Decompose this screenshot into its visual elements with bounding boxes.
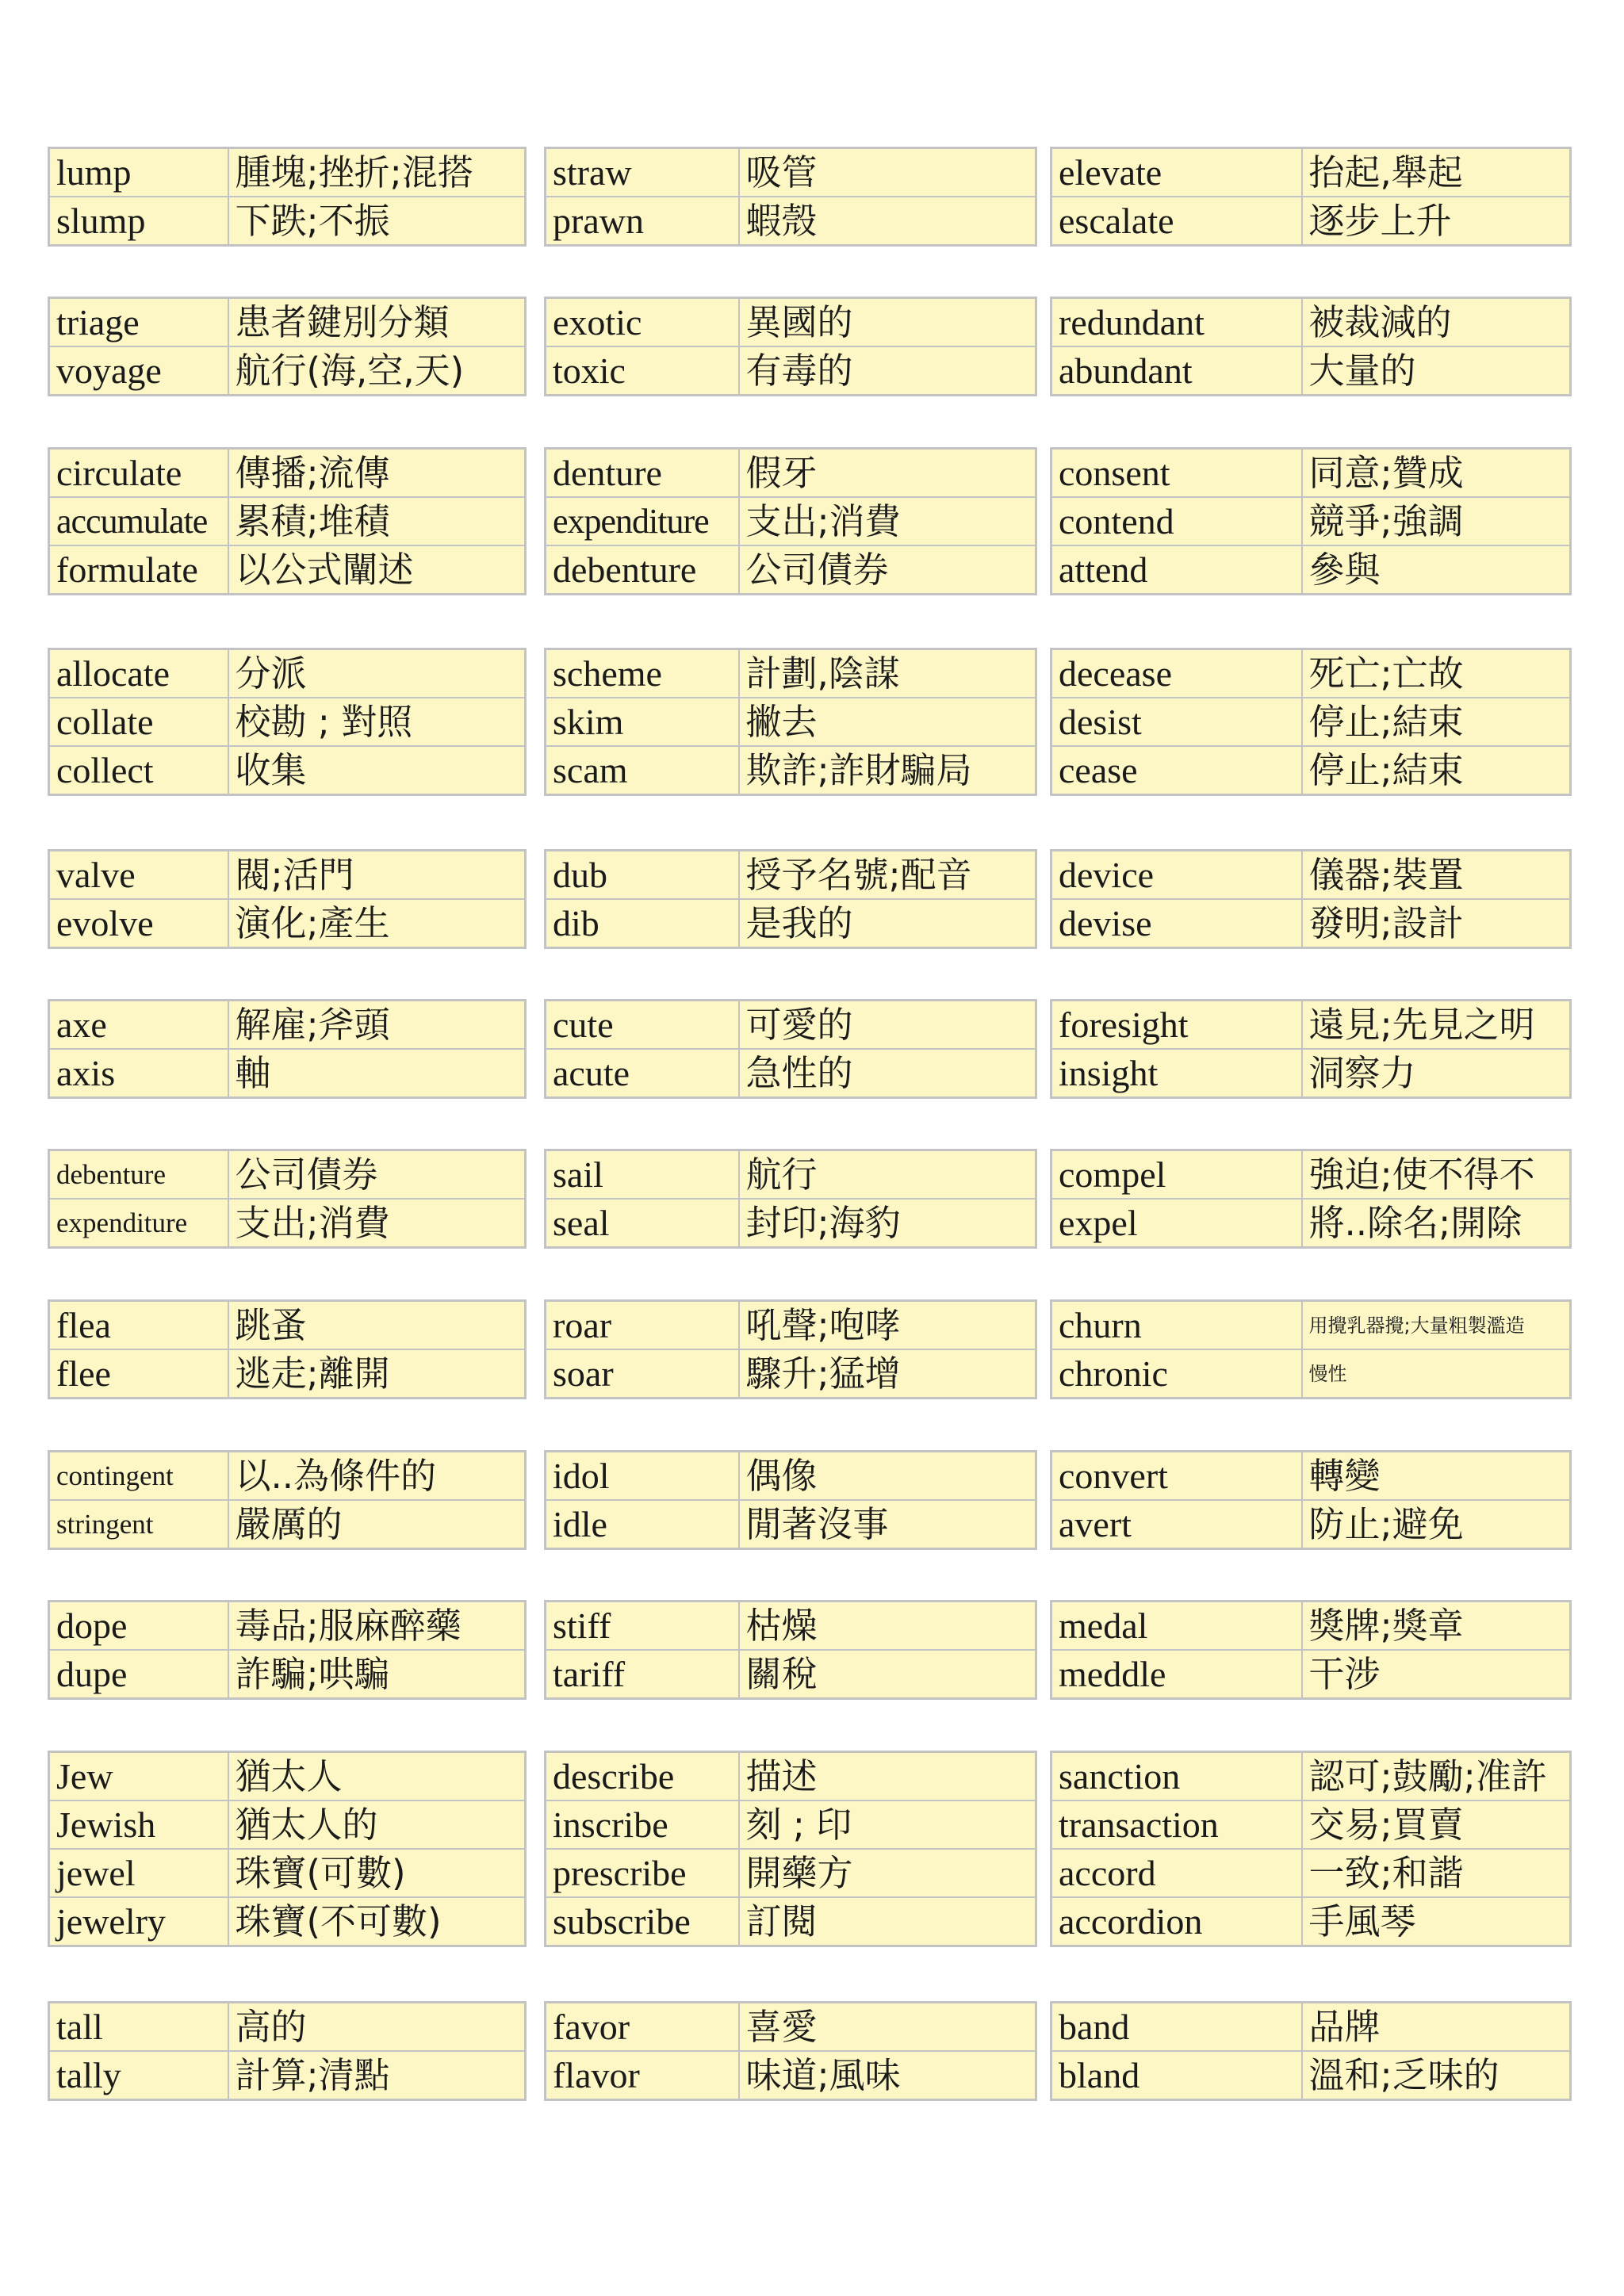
vocab-row [546,1897,1036,1946]
english-word: inscribe [546,1800,739,1849]
vocab-row [49,746,526,795]
english-word: acute [546,1049,739,1098]
chinese-meaning: 可愛的 [739,1001,1036,1050]
chinese-meaning: 強迫;使不得不 [1302,1150,1571,1200]
english-word: straw [546,148,739,197]
vocab-row [546,1001,1036,1050]
chinese-meaning: 高的 [228,2003,526,2052]
vocab-row [1051,1301,1571,1350]
chinese-meaning: 死亡;亡故 [1302,649,1571,698]
vocab-row [49,1001,526,1050]
vocab-row [49,1349,526,1399]
english-word: expenditure [546,497,739,545]
vocab-row [546,1150,1036,1200]
chinese-meaning: 航行 [739,1150,1036,1200]
english-word: meddle [1051,1650,1302,1699]
chinese-meaning: 大量的 [1302,346,1571,396]
vocab-row [1051,1199,1571,1248]
english-word: contend [1051,497,1302,545]
vocab-row [1051,497,1571,545]
chinese-meaning: 用攪乳器攪;大量粗製濫造 [1302,1301,1571,1350]
vocab-row [1051,851,1571,900]
chinese-meaning: 抬起,舉起 [1302,148,1571,197]
vocab-row [1051,1150,1571,1200]
chinese-meaning: 嚴厲的 [228,1500,526,1549]
english-word: tally [49,2051,228,2100]
vocab-table [1050,648,1572,796]
vocab-table [48,147,527,247]
english-word: favor [546,2003,739,2052]
vocab-row [49,1601,526,1651]
vocab-table [48,1450,527,1550]
chinese-meaning: 異國的 [739,298,1036,347]
english-word: valve [49,851,228,900]
chinese-meaning: 手風琴 [1302,1897,1571,1946]
chinese-meaning: 猶太人 [228,1752,526,1801]
vocab-row [546,851,1036,900]
vocab-row [546,698,1036,746]
vocab-row [49,346,526,396]
vocab-row [1051,1001,1571,1050]
chinese-meaning: 以公式闡述 [228,545,526,595]
chinese-meaning: 交易;買賣 [1302,1800,1571,1849]
english-word: axe [49,1001,228,1050]
english-word: medal [1051,1601,1302,1651]
vocab-table [544,147,1037,247]
chinese-meaning: 停止;結束 [1302,746,1571,795]
english-word: circulate [49,449,228,498]
vocab-row [49,1500,526,1549]
english-word: skim [546,698,739,746]
chinese-meaning: 關稅 [739,1650,1036,1699]
english-word: scam [546,746,739,795]
english-word: flavor [546,2051,739,2100]
vocab-table [544,849,1037,949]
vocab-row [49,1800,526,1849]
english-word: tariff [546,1650,739,1699]
vocab-table [48,1149,527,1249]
chinese-meaning: 支出;消費 [228,1199,526,1248]
chinese-meaning: 以..為條件的 [228,1452,526,1501]
vocab-row [49,1199,526,1248]
english-word: elevate [1051,148,1302,197]
chinese-meaning: 喜愛 [739,2003,1036,2052]
chinese-meaning: 有毒的 [739,346,1036,396]
english-word: allocate [49,649,228,698]
vocab-table [1050,1600,1572,1700]
english-word: formulate [49,545,228,595]
english-word: dub [546,851,739,900]
english-word: bland [1051,2051,1302,2100]
chinese-meaning: 演化;產生 [228,899,526,948]
vocab-table [48,1299,527,1399]
english-word: prescribe [546,1849,739,1897]
english-word: exotic [546,298,739,347]
english-word: consent [1051,449,1302,498]
english-word: cease [1051,746,1302,795]
vocab-row [1051,2051,1571,2100]
vocab-row [49,449,526,498]
vocab-row [546,899,1036,948]
english-word: denture [546,449,739,498]
english-word: toxic [546,346,739,396]
chinese-meaning: 珠寶(可數) [228,1849,526,1897]
chinese-meaning: 跳蚤 [228,1301,526,1350]
english-word: attend [1051,545,1302,595]
english-word: slump [49,197,228,246]
chinese-meaning: 公司債券 [739,545,1036,595]
vocab-table [544,1751,1037,1947]
chinese-meaning: 封印;海豹 [739,1199,1036,1248]
vocab-row [546,1199,1036,1248]
chinese-meaning: 公司債券 [228,1150,526,1200]
vocab-row [49,1301,526,1350]
chinese-meaning: 轉變 [1302,1452,1571,1501]
english-word: prawn [546,197,739,246]
english-word: Jewish [49,1800,228,1849]
vocab-row [49,148,526,197]
chinese-meaning: 收集 [228,746,526,795]
english-word: escalate [1051,197,1302,246]
vocab-row [49,497,526,545]
chinese-meaning: 急性的 [739,1049,1036,1098]
english-word: transaction [1051,1800,1302,1849]
chinese-meaning: 航行(海,空,天) [228,346,526,396]
english-word: dope [49,1601,228,1651]
english-word: debenture [546,545,739,595]
vocab-row [49,851,526,900]
vocab-table [544,2001,1037,2101]
vocab-row [1051,1049,1571,1098]
vocab-row [1051,545,1571,595]
chinese-meaning: 參與 [1302,545,1571,595]
chinese-meaning: 撇去 [739,698,1036,746]
vocab-row [1051,148,1571,197]
vocab-row [49,2003,526,2052]
vocab-table [48,297,527,396]
chinese-meaning: 支出;消費 [739,497,1036,545]
chinese-meaning: 下跌;不振 [228,197,526,246]
english-word: axis [49,1049,228,1098]
english-word: avert [1051,1500,1302,1549]
vocab-row [546,1752,1036,1801]
chinese-meaning: 詐騙;哄騙 [228,1650,526,1699]
vocab-table [544,648,1037,796]
vocab-row [1051,1601,1571,1651]
chinese-meaning: 描述 [739,1752,1036,1801]
chinese-meaning: 猶太人的 [228,1800,526,1849]
chinese-meaning: 獎牌;獎章 [1302,1601,1571,1651]
vocab-row [546,545,1036,595]
english-word: lump [49,148,228,197]
chinese-meaning: 計算;清點 [228,2051,526,2100]
chinese-meaning: 偶像 [739,1452,1036,1501]
vocab-row [546,1301,1036,1350]
chinese-meaning: 將..除名;開除 [1302,1199,1571,1248]
english-word: dib [546,899,739,948]
chinese-meaning: 逃走;離開 [228,1349,526,1399]
vocab-row [1051,1452,1571,1501]
vocab-row [1051,649,1571,698]
vocab-row [1051,197,1571,246]
vocab-row [1051,298,1571,347]
vocab-row [1051,1752,1571,1801]
chinese-meaning: 刻 ; 印 [739,1800,1036,1849]
chinese-meaning: 閒著沒事 [739,1500,1036,1549]
english-word: roar [546,1301,739,1350]
vocab-row [546,298,1036,347]
chinese-meaning: 逐步上升 [1302,197,1571,246]
vocab-row [49,1752,526,1801]
vocab-row [49,197,526,246]
chinese-meaning: 溫和;乏味的 [1302,2051,1571,2100]
chinese-meaning: 慢性 [1302,1349,1571,1399]
chinese-meaning: 開藥方 [739,1849,1036,1897]
english-word: convert [1051,1452,1302,1501]
vocab-table [1050,297,1572,396]
english-word: insight [1051,1049,1302,1098]
vocab-row [546,1349,1036,1399]
chinese-meaning: 累積;堆積 [228,497,526,545]
vocab-table [544,1149,1037,1249]
english-word: jewel [49,1849,228,1897]
chinese-meaning: 防止;避免 [1302,1500,1571,1549]
chinese-meaning: 傳播;流傳 [228,449,526,498]
chinese-meaning: 欺詐;詐財騙局 [739,746,1036,795]
vocab-table [544,1299,1037,1399]
chinese-meaning: 患者鍵別分類 [228,298,526,347]
vocab-table [1050,1299,1572,1399]
vocab-table [544,1450,1037,1550]
english-word: idle [546,1500,739,1549]
english-word: collate [49,698,228,746]
vocab-row [49,1452,526,1501]
english-word: subscribe [546,1897,739,1946]
vocab-table [48,648,527,796]
vocab-table [48,1600,527,1700]
vocab-row [1051,698,1571,746]
chinese-meaning: 遠見;先見之明 [1302,1001,1571,1050]
english-word: churn [1051,1301,1302,1350]
vocab-table [48,1751,527,1947]
chinese-meaning: 吸管 [739,148,1036,197]
english-word: seal [546,1199,739,1248]
chinese-meaning: 味道;風味 [739,2051,1036,2100]
chinese-meaning: 計劃,陰謀 [739,649,1036,698]
vocab-row [1051,1500,1571,1549]
chinese-meaning: 解雇;斧頭 [228,1001,526,1050]
chinese-meaning: 校勘 ; 對照 [228,698,526,746]
english-word: sail [546,1150,739,1200]
english-word: Jew [49,1752,228,1801]
english-word: expel [1051,1199,1302,1248]
english-word: desist [1051,698,1302,746]
english-word: idol [546,1452,739,1501]
vocab-row [1051,1897,1571,1946]
vocab-table [1050,2001,1572,2101]
vocab-table [1050,1149,1572,1249]
vocab-row [1051,1650,1571,1699]
english-word: accordion [1051,1897,1302,1946]
vocab-row [1051,1849,1571,1897]
vocab-table [48,2001,527,2101]
chinese-meaning: 洞察力 [1302,1049,1571,1098]
vocab-table [48,447,527,595]
english-word: cute [546,1001,739,1050]
chinese-meaning: 授予名號;配音 [739,851,1036,900]
chinese-meaning: 發明;設計 [1302,899,1571,948]
chinese-meaning: 認可;鼓勵;准許 [1302,1752,1571,1801]
chinese-meaning: 毒品;服麻醉藥 [228,1601,526,1651]
vocab-row [546,2003,1036,2052]
english-word: flea [49,1301,228,1350]
vocab-table [1050,1751,1572,1947]
vocab-row [49,1897,526,1946]
english-word: band [1051,2003,1302,2052]
chinese-meaning: 儀器;裝置 [1302,851,1571,900]
vocab-table [48,849,527,949]
vocab-row [546,1650,1036,1699]
english-word: evolve [49,899,228,948]
vocab-row [546,746,1036,795]
vocab-table [544,297,1037,396]
vocab-row [1051,1349,1571,1399]
chinese-meaning: 吼聲;咆哮 [739,1301,1036,1350]
english-word: jewelry [49,1897,228,1946]
vocab-row [49,545,526,595]
chinese-meaning: 軸 [228,1049,526,1098]
vocab-row [1051,449,1571,498]
english-word: debenture [49,1150,228,1200]
english-word: abundant [1051,346,1302,396]
vocab-row [1051,346,1571,396]
vocab-table [1050,849,1572,949]
vocab-row [546,1049,1036,1098]
vocab-row [49,1049,526,1098]
vocab-table [1050,999,1572,1099]
english-word: flee [49,1349,228,1399]
chinese-meaning: 枯燥 [739,1601,1036,1651]
vocab-table [544,1600,1037,1700]
english-word: redundant [1051,298,1302,347]
vocab-row [546,1452,1036,1501]
vocab-table [544,447,1037,595]
chinese-meaning: 驟升;猛增 [739,1349,1036,1399]
chinese-meaning: 同意;贊成 [1302,449,1571,498]
vocab-row [546,1800,1036,1849]
vocab-row [546,497,1036,545]
chinese-meaning: 訂閱 [739,1897,1036,1946]
vocab-row [546,449,1036,498]
vocab-row [49,1150,526,1200]
english-word: decease [1051,649,1302,698]
vocab-row [1051,899,1571,948]
english-word: soar [546,1349,739,1399]
chinese-meaning: 干涉 [1302,1650,1571,1699]
vocab-row [546,148,1036,197]
english-word: collect [49,746,228,795]
english-word: compel [1051,1150,1302,1200]
vocab-row [546,649,1036,698]
english-word: device [1051,851,1302,900]
vocab-row [546,1601,1036,1651]
english-word: dupe [49,1650,228,1699]
vocab-row [49,649,526,698]
english-word: accumulate [49,497,228,545]
english-word: stringent [49,1500,228,1549]
english-word: chronic [1051,1349,1302,1399]
vocab-row [546,1500,1036,1549]
chinese-meaning: 珠寶(不可數) [228,1897,526,1946]
vocab-table [544,999,1037,1099]
vocab-row [49,2051,526,2100]
chinese-meaning: 閥;活門 [228,851,526,900]
vocab-row [1051,746,1571,795]
vocab-row [1051,1800,1571,1849]
chinese-meaning: 假牙 [739,449,1036,498]
english-word: voyage [49,346,228,396]
vocab-table [48,999,527,1099]
english-word: describe [546,1752,739,1801]
english-word: devise [1051,899,1302,948]
english-word: stiff [546,1601,739,1651]
vocab-row [49,1849,526,1897]
chinese-meaning: 是我的 [739,899,1036,948]
chinese-meaning: 競爭;強調 [1302,497,1571,545]
vocab-row [49,899,526,948]
english-word: triage [49,298,228,347]
vocab-row [1051,2003,1571,2052]
vocab-row [49,1650,526,1699]
vocab-row [49,698,526,746]
vocab-table [1050,447,1572,595]
vocab-row [546,346,1036,396]
chinese-meaning: 蝦殼 [739,197,1036,246]
chinese-meaning: 一致;和諧 [1302,1849,1571,1897]
english-word: foresight [1051,1001,1302,1050]
english-word: expenditure [49,1199,228,1248]
english-word: scheme [546,649,739,698]
english-word: tall [49,2003,228,2052]
chinese-meaning: 分派 [228,649,526,698]
vocab-table [1050,147,1572,247]
chinese-meaning: 腫塊;挫折;混搭 [228,148,526,197]
vocab-row [546,2051,1036,2100]
english-word: accord [1051,1849,1302,1897]
chinese-meaning: 品牌 [1302,2003,1571,2052]
english-word: sanction [1051,1752,1302,1801]
vocab-row [546,197,1036,246]
chinese-meaning: 停止;結束 [1302,698,1571,746]
vocab-table [1050,1450,1572,1550]
chinese-meaning: 被裁減的 [1302,298,1571,347]
english-word: contingent [49,1452,228,1501]
vocab-row [546,1849,1036,1897]
vocab-row [49,298,526,347]
